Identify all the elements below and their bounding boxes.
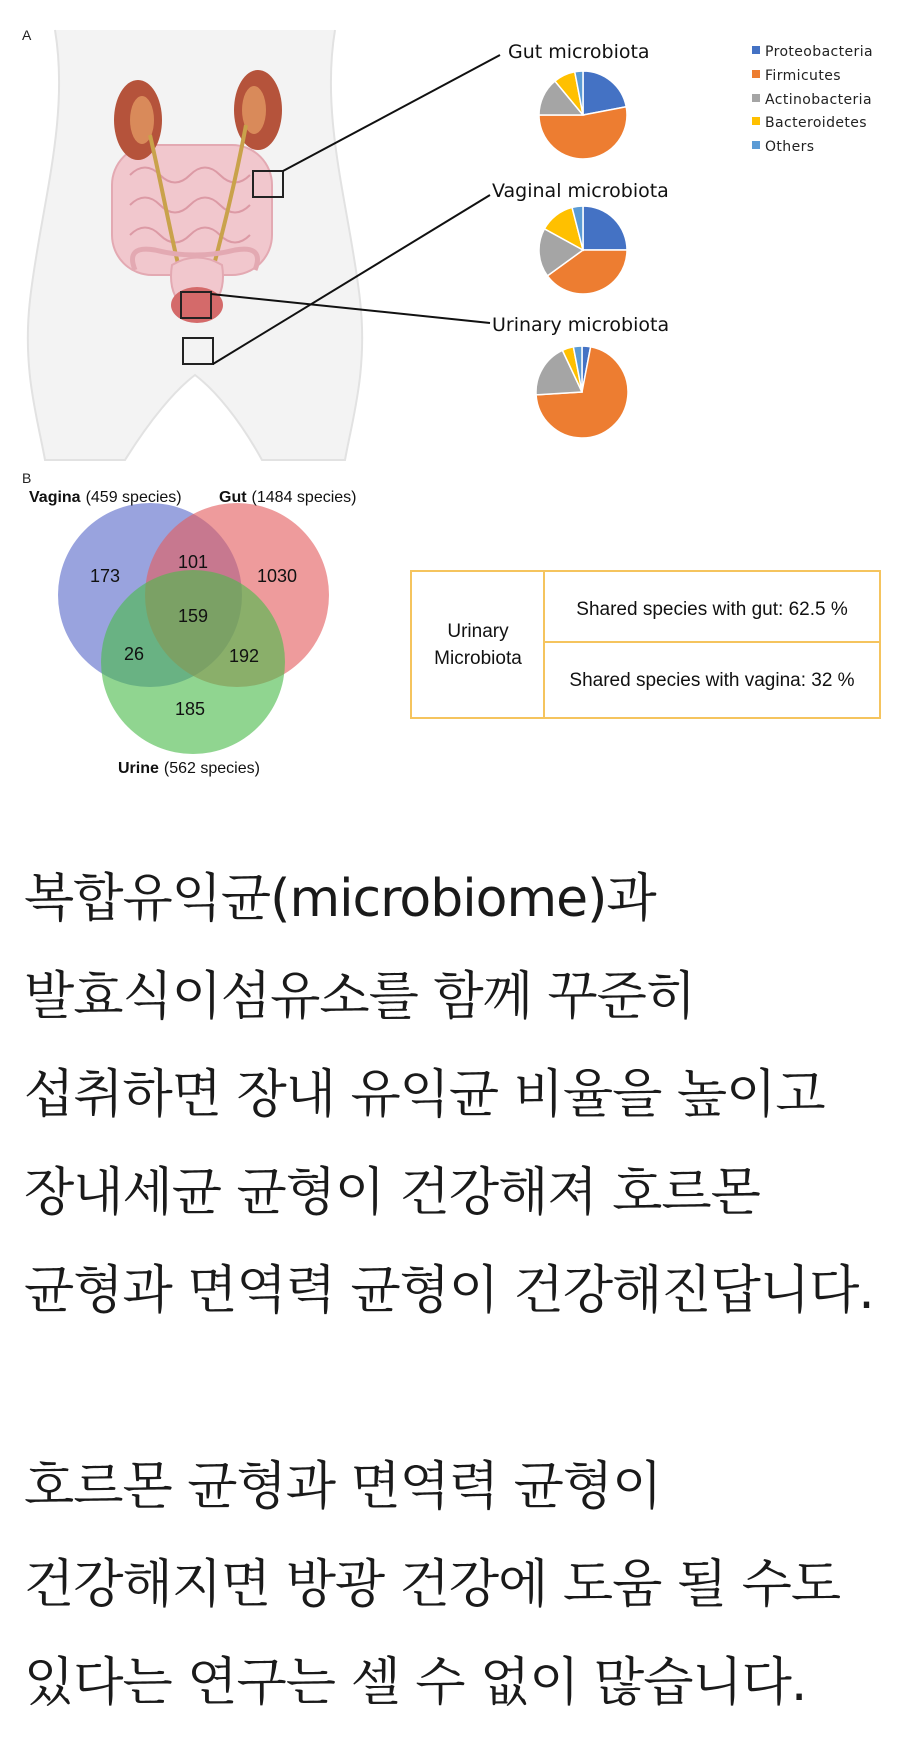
urinary-pie-chart	[536, 346, 628, 438]
legend-label-firmicutes: Firmicutes	[765, 68, 841, 84]
legend-swatch-actinobacteria	[752, 94, 760, 102]
venn-label-gut-count: (1484 species)	[251, 489, 357, 506]
figure-canvas	[0, 0, 907, 790]
article-body	[24, 850, 884, 1732]
venn-vagina-only: 173	[89, 566, 121, 586]
venn-label-gut	[219, 489, 357, 506]
urinary-shared-species-table	[411, 571, 880, 718]
venn-all-three: 159	[177, 606, 209, 626]
article-paragraph: 호르몬 균형과 면역력 균형이 건강해지면 방광 건강에 도움 될 수도 있다는 연구는 셀 수 없이 많습니다.	[24, 1457, 841, 1713]
legend-label-proteobacteria: Proteobacteria	[765, 44, 873, 60]
table-cell-gut-share: Shared species with gut: 62.5 %	[576, 599, 848, 620]
legend-label-others: Others	[765, 139, 815, 155]
article-paragraph: 복합유익균(microbiome)과 발효식이섬유소를 함께 꾸준히 섭취하면 장내 유익균 비율을 높이고 장내세균 균형이 건강해져 호르몬 균형과 면역력 균형이 건강해진답니다.	[24, 869, 874, 1321]
legend-swatch-firmicutes	[752, 70, 760, 78]
venn-label-urine-name: Urine	[118, 760, 159, 777]
legend-swatch-bacteroidetes	[752, 117, 760, 125]
paragraph-spacer	[24, 1340, 884, 1438]
venn-label-urine	[118, 760, 260, 777]
legend-swatch-others	[752, 141, 760, 149]
venn-label-gut-name: Gut	[219, 489, 247, 506]
venn-gut-urine: 192	[228, 646, 260, 666]
venn-label-vagina	[29, 489, 182, 506]
venn-label-vagina-count: (459 species)	[85, 489, 182, 506]
venn-vagina-gut: 101	[177, 552, 209, 572]
venn-urine-only: 185	[174, 699, 206, 719]
table-row-label-line2: Microbiota	[434, 648, 522, 669]
table-cell-vagina-share: Shared species with vagina: 32 %	[569, 670, 855, 691]
venn-label-urine-count: (562 species)	[163, 760, 260, 777]
panel-a-label: A	[22, 27, 32, 43]
legend-swatch-proteobacteria	[752, 46, 760, 54]
pie-slice-proteobacteria	[583, 206, 627, 250]
legend-label-bacteroidetes: Bacteroidetes	[765, 115, 867, 131]
venn-diagram	[29, 489, 357, 777]
venn-vagina-urine: 26	[123, 644, 145, 664]
panel-b-label: B	[22, 470, 32, 486]
vaginal-pie-title: Vaginal microbiota	[492, 180, 669, 202]
gut-pie-title: Gut microbiota	[508, 41, 650, 63]
venn-label-vagina-name: Vagina	[29, 489, 81, 506]
urinary-pie-title: Urinary microbiota	[492, 314, 670, 336]
vaginal-pie-chart	[539, 206, 627, 294]
female-body-illustration	[28, 30, 500, 460]
phylum-legend	[752, 44, 873, 155]
gut-pie-chart	[539, 71, 627, 159]
table-row-label-line1: Urinary	[447, 621, 509, 642]
legend-label-actinobacteria: Actinobacteria	[765, 92, 872, 108]
table-border	[411, 571, 880, 718]
venn-gut-only: 1030	[256, 566, 298, 586]
microbiota-figure	[0, 0, 907, 790]
